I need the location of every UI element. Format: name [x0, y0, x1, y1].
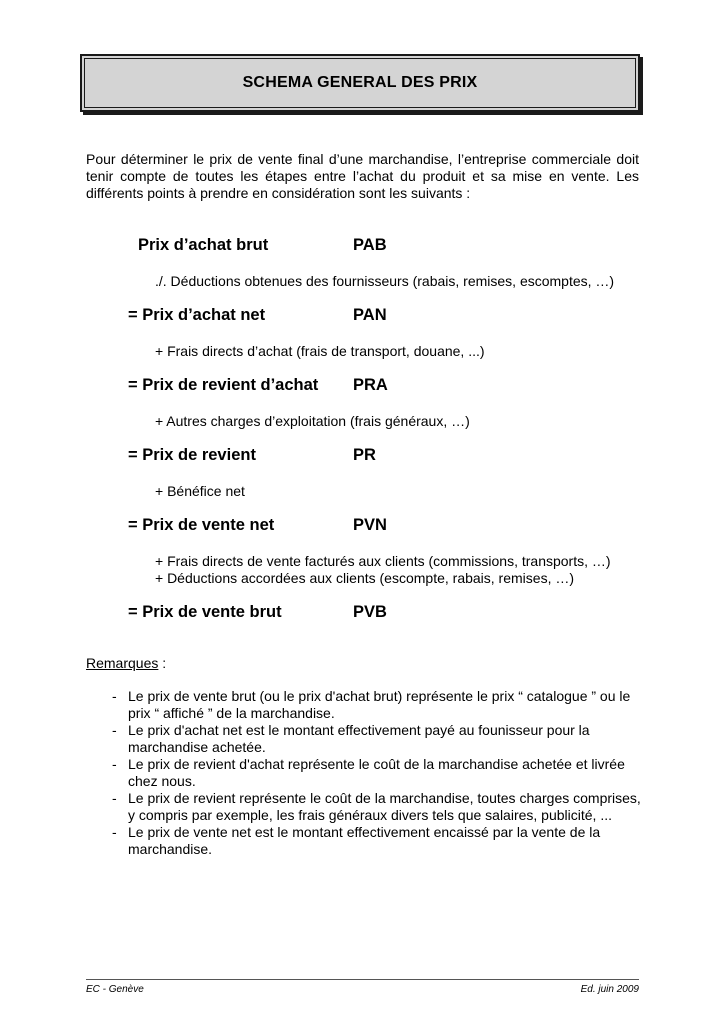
remarks-heading-text: Remarques	[86, 655, 159, 671]
step-prix-achat-net	[0, 306, 724, 328]
bullet-dash: -	[112, 688, 117, 704]
adjustment-line: + Frais directs d’achat (frais de transport, douane, ...)	[155, 343, 485, 359]
remark-item	[112, 756, 642, 790]
remark-item	[112, 824, 642, 858]
bullet-dash: -	[112, 756, 117, 772]
remarks-list	[112, 688, 642, 858]
step-abbreviation: PRA	[353, 376, 388, 394]
step-abbreviation: PAN	[353, 306, 387, 324]
remarks-heading-suffix: :	[158, 655, 167, 671]
remark-text: Le prix d'achat net est le montant effectivement payé au founisseur pour la marchandise achetée.	[128, 722, 590, 755]
step-label: = Prix de vente net	[128, 516, 275, 534]
step-label: = Prix de revient d’achat	[128, 376, 319, 394]
page-title: SCHEMA GENERAL DES PRIX	[242, 74, 478, 91]
step-prix-revient	[0, 446, 724, 468]
step-abbreviation: PVB	[353, 603, 387, 621]
footer-edition: Ed. juin 2009	[580, 984, 639, 995]
remarks-heading	[86, 655, 166, 671]
adjustment-line: + Frais directs de vente facturés aux clients (commissions, transports, …)	[155, 553, 611, 569]
bullet-dash: -	[112, 790, 117, 806]
remark-item	[112, 688, 642, 722]
adjustment-line: + Bénéfice net	[155, 483, 245, 499]
remark-text: Le prix de vente net est le montant effectivement encaissé par la vente de la marchandise.	[128, 824, 601, 857]
step-abbreviation: PR	[353, 446, 376, 464]
footer-source: EC - Genève	[86, 984, 144, 995]
step-label: Prix d’achat brut	[138, 236, 269, 254]
bullet-dash: -	[112, 824, 117, 840]
remark-item	[112, 722, 642, 756]
step-abbreviation: PAB	[353, 236, 387, 254]
footer-divider	[86, 979, 639, 980]
remark-text: Le prix de revient d'achat représente le coût de la marchandise achetée et livrée chez nous.	[128, 756, 625, 789]
step-prix-vente-brut	[0, 603, 724, 625]
step-prix-revient-achat	[0, 376, 724, 398]
step-label: = Prix de revient	[128, 446, 256, 464]
intro-paragraph: Pour déterminer le prix de vente final d’une marchandise, l’entreprise commerciale doit tenir compte de toutes les étapes entre l’achat du produit et sa mise en vente. Les différents points à prendre en considération sont les suivants :	[86, 151, 639, 201]
adjustment-line: + Déductions accordées aux clients (escompte, rabais, remises, …)	[155, 570, 575, 586]
step-label: = Prix d’achat net	[128, 306, 266, 324]
step-prix-vente-net	[0, 516, 724, 538]
remark-text: Le prix de vente brut (ou le prix d'achat brut) représente le prix “ catalogue ” ou le prix “ affiché ” de la marchandise.	[128, 688, 631, 721]
remark-text: Le prix de revient représente le coût de la marchandise, toutes charges comprises, y compris par exemple, les frais généraux divers tels que salaires, publicité, ...	[128, 790, 641, 823]
title-box	[80, 54, 640, 112]
step-prix-achat-brut	[0, 236, 724, 258]
step-label: = Prix de vente brut	[128, 603, 282, 621]
step-abbreviation: PVN	[353, 516, 387, 534]
remark-item	[112, 790, 642, 824]
bullet-dash: -	[112, 722, 117, 738]
adjustment-line: + Autres charges d’exploitation (frais généraux, …)	[155, 413, 470, 429]
adjustment-line: ./. Déductions obtenues des fournisseurs (rabais, remises, escomptes, …)	[155, 273, 615, 289]
